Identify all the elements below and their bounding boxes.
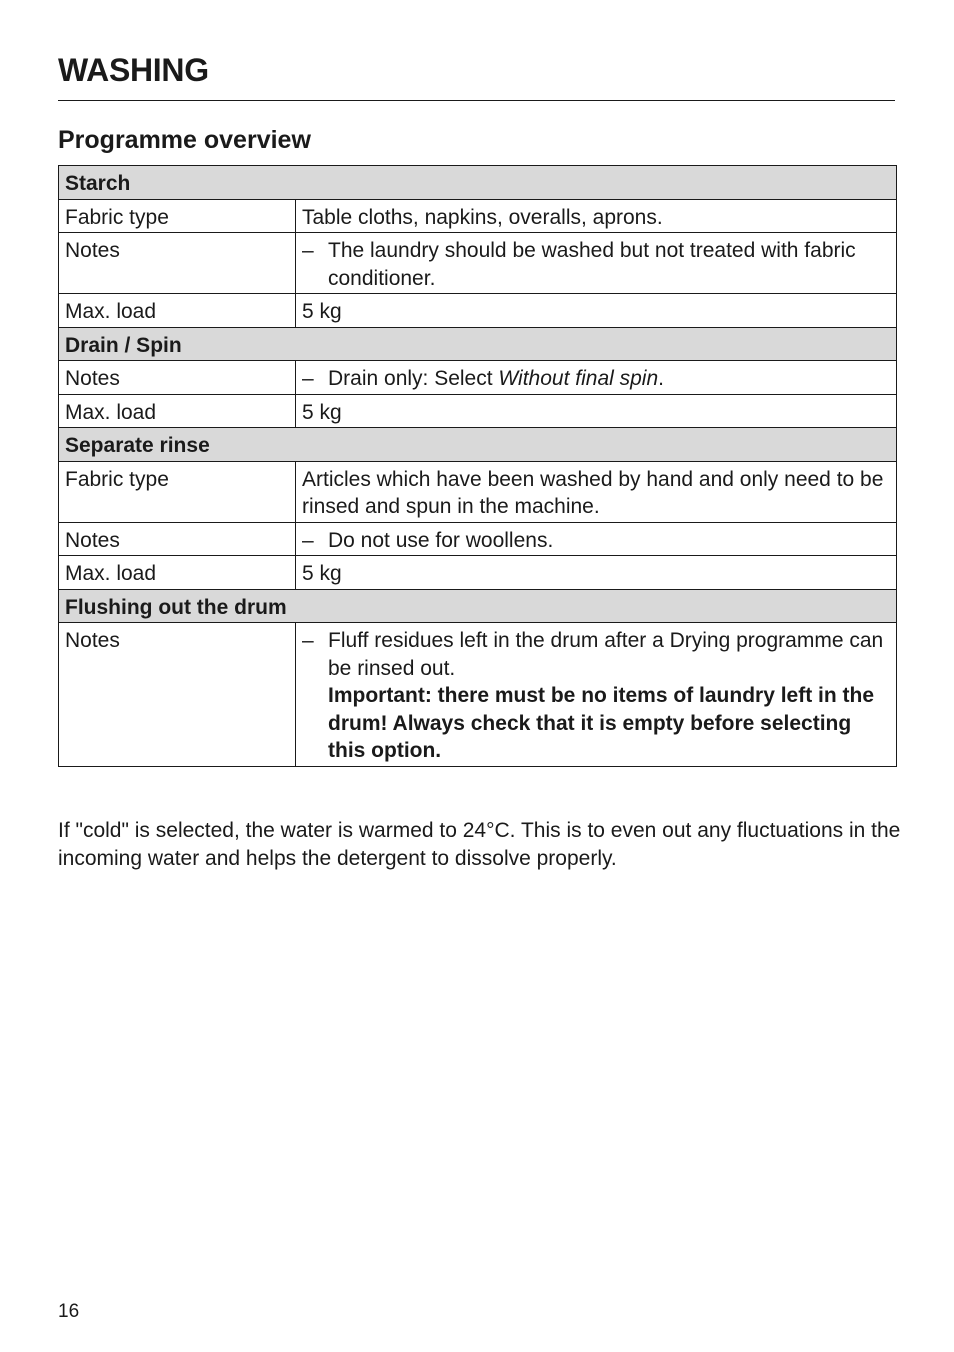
- row-label: Max. load: [59, 294, 296, 328]
- row-label: Fabric type: [59, 461, 296, 522]
- fabric-type-value: Table cloths, napkins, overalls, aprons.: [296, 199, 897, 233]
- notes-cell: [296, 233, 897, 294]
- table-row: [59, 199, 897, 233]
- table-row: [59, 361, 897, 395]
- fabric-type-value: Articles which have been washed by hand and only need to be rinsed and spun in the machine.: [296, 461, 897, 522]
- dash-bullet: –: [302, 367, 314, 390]
- note-text: Do not use for woollens.: [328, 528, 554, 552]
- programme-header-row: [59, 428, 897, 462]
- note-text: Drain only: Select: [328, 367, 499, 390]
- notes-cell: [296, 623, 897, 767]
- programme-name: Separate rinse: [59, 428, 897, 462]
- programme-header-row: [59, 166, 897, 200]
- dash-bullet: –: [302, 239, 314, 262]
- table-row: [59, 623, 897, 767]
- row-label: Notes: [59, 233, 296, 294]
- important-warning: Important: there must be no items of laundry left in the drum! Always check that it is empty before selecting this option.: [328, 684, 875, 762]
- row-label: Fabric type: [59, 199, 296, 233]
- row-label: Max. load: [59, 394, 296, 428]
- note-text: Fluff residues left in the drum after a Drying programme can be rinsed out.: [328, 629, 884, 680]
- row-label: Max. load: [59, 556, 296, 590]
- note-text: The laundry should be washed but not treated with fabric conditioner.: [328, 239, 856, 290]
- table-row: [59, 461, 897, 522]
- programme-name: Drain / Spin: [59, 327, 897, 361]
- table-row: [59, 556, 897, 590]
- table-row: [59, 522, 897, 556]
- dash-bullet: –: [302, 629, 314, 652]
- note-suffix: .: [658, 367, 664, 390]
- page-heading: WASHING: [58, 52, 209, 88]
- max-load-value: 5 kg: [296, 556, 897, 590]
- programme-header-row: [59, 327, 897, 361]
- note-item: [302, 627, 890, 765]
- heading-divider: [58, 100, 895, 101]
- note-emphasis: Without final spin: [498, 367, 659, 390]
- dash-bullet: –: [302, 528, 314, 552]
- row-label: Notes: [59, 361, 296, 395]
- table-row: [59, 394, 897, 428]
- cold-wash-footnote: If "cold" is selected, the water is warmed to 24°C. This is to even out any fluctuations in the incoming water and helps the detergent to dissolve properly.: [58, 819, 901, 870]
- page-number: 16: [58, 1301, 80, 1322]
- row-label: Notes: [59, 623, 296, 767]
- programme-name: Starch: [59, 166, 897, 200]
- note-item: [302, 365, 890, 393]
- note-item: [302, 237, 890, 292]
- section-title: Programme overview: [58, 126, 311, 154]
- max-load-value: 5 kg: [296, 394, 897, 428]
- table-row: [59, 233, 897, 294]
- table-row: [59, 294, 897, 328]
- programme-overview-table: [58, 165, 897, 767]
- note-item: [302, 527, 890, 555]
- notes-cell: [296, 361, 897, 395]
- row-label: Notes: [59, 522, 296, 556]
- max-load-value: 5 kg: [296, 294, 897, 328]
- notes-cell: [296, 522, 897, 556]
- programme-name: Flushing out the drum: [59, 589, 897, 623]
- programme-header-row: [59, 589, 897, 623]
